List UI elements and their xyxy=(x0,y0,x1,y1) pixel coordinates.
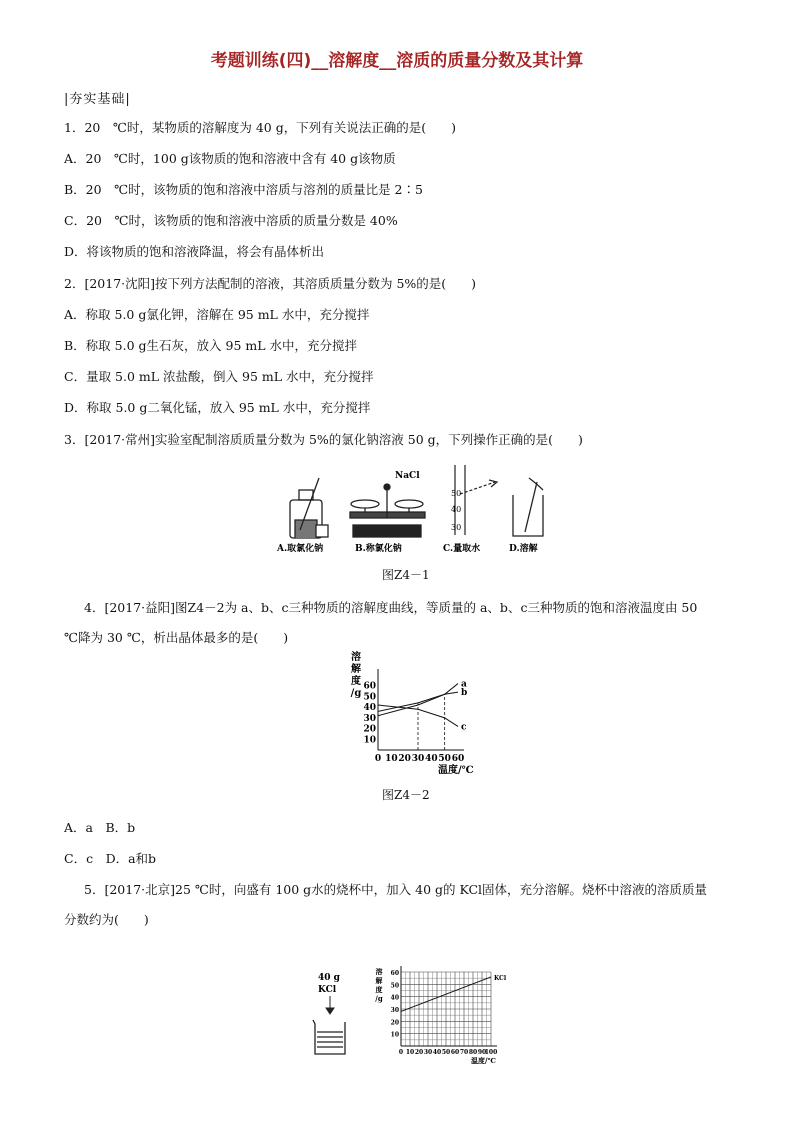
fig-label-a: A.取氯化钠 xyxy=(277,544,324,554)
question-4-stem-line-1: 4．[2017·益阳]图Z4－2为 a、b、c三种物质的溶解度曲线，等质量的 a、b、c三种物质的饱和溶液温度由 50 xyxy=(84,600,698,615)
series-label-b: b xyxy=(461,688,468,699)
fig-label-c: C.量取水 xyxy=(443,544,481,554)
series-label-c: c xyxy=(461,722,467,733)
x-tick-label: 30 xyxy=(411,754,425,764)
y-axis-label: /g xyxy=(375,994,383,1003)
series-label-kcl: KCl xyxy=(494,974,507,982)
y-axis-label: 溶 xyxy=(375,967,383,976)
x-tick-label: 100 xyxy=(484,1049,498,1056)
cylinder-tick-30: 30 xyxy=(451,523,462,532)
y-tick-label: 40 xyxy=(390,994,399,1002)
water-beaker-icon xyxy=(313,1020,345,1054)
question-1-option-c: C．20 ℃时，该物质的饱和溶液中溶质的质量分数是 40% xyxy=(64,213,398,228)
graduated-cylinder-icon xyxy=(455,465,497,535)
question-4-stem-line-2: ℃降为 30 ℃，析出晶体最多的是( ) xyxy=(64,630,289,645)
down-arrow-icon xyxy=(326,996,334,1014)
series-line-a xyxy=(378,684,458,716)
section-heading: |夯实基础| xyxy=(64,92,131,107)
page-title: 考题训练(四)__溶解度__溶质的质量分数及其计算 xyxy=(210,51,584,71)
y-axis-label: /g xyxy=(350,688,362,699)
x-tick-label: 50 xyxy=(438,754,451,764)
y-tick-label: 60 xyxy=(363,681,376,692)
question-2-option-d: D．称取 5.0 g二氧化锰，放入 95 mL 水中，充分搅拌 xyxy=(64,400,371,415)
x-tick-label: 20 xyxy=(414,1049,424,1056)
beaker-mass-label: 40 g xyxy=(318,973,340,983)
question-4-options-ab: A．a B．b xyxy=(64,820,136,835)
x-tick-label: 80 xyxy=(468,1049,478,1056)
x-axis-label: 温度/℃ xyxy=(438,765,474,776)
x-tick-label: 40 xyxy=(432,1049,442,1056)
fig-label-d: D.溶解 xyxy=(509,544,538,554)
x-tick-label: 30 xyxy=(423,1049,433,1056)
kcl-solubility-chart xyxy=(368,964,518,1064)
figure-z4-1 xyxy=(275,460,565,555)
beaker-stirring-icon xyxy=(513,478,543,536)
y-tick-label: 10 xyxy=(363,735,376,746)
y-tick-label: 30 xyxy=(363,713,376,724)
x-tick-label: 60 xyxy=(451,754,465,764)
y-tick-label: 50 xyxy=(363,692,376,703)
nacl-label: NaCl xyxy=(395,471,420,481)
x-tick-label: 60 xyxy=(450,1049,460,1056)
series-label-a: a xyxy=(461,679,467,690)
y-tick-label: 10 xyxy=(390,1031,399,1039)
x-tick-label: 10 xyxy=(405,1049,415,1056)
x-tick-label: 20 xyxy=(398,754,411,764)
question-5-stem-line-1: 5．[2017·北京]25 ℃时，向盛有 100 g水的烧杯中，加入 40 g的 KCl固体，充分溶解。烧杯中溶液的溶质质量 xyxy=(84,882,708,897)
question-1-stem: 1．20 ℃时，某物质的溶解度为 40 g，下列有关说法正确的是( ) xyxy=(64,120,456,135)
y-axis-label: 解 xyxy=(351,664,361,675)
cylinder-tick-40: 40 xyxy=(451,505,462,514)
kcl-beaker-figure xyxy=(300,966,360,1061)
question-2-option-a: A．称取 5.0 g氯化钾，溶解在 95 mL 水中，充分搅拌 xyxy=(64,307,370,322)
fig-label-b: B.称氯化钠 xyxy=(355,544,402,554)
x-axis-label: 温度/℃ xyxy=(471,1056,496,1064)
y-axis-label: 度 xyxy=(375,985,383,994)
question-1-option-b: B．20 ℃时，该物质的饱和溶液中溶质与溶剂的质量比是 2∶5 xyxy=(64,182,423,197)
x-tick-label: 90 xyxy=(477,1049,487,1056)
question-1-option-d: D．将该物质的饱和溶液降温，将会有晶体析出 xyxy=(64,244,325,259)
y-tick-label: 60 xyxy=(390,970,399,977)
x-tick-label: 10 xyxy=(385,754,398,764)
question-2-option-c: C．量取 5.0 mL 浓盐酸，倒入 95 mL 水中，充分搅拌 xyxy=(64,369,374,384)
cylinder-tick-50: 50 xyxy=(451,489,462,498)
x-tick-label: 40 xyxy=(425,754,438,764)
y-tick-label: 20 xyxy=(390,1019,399,1027)
reagent-bottle-icon xyxy=(290,478,328,538)
question-5-stem-line-2: 分数约为( ) xyxy=(64,912,149,927)
x-tick-label: 70 xyxy=(459,1049,469,1056)
y-axis-label: 度 xyxy=(351,676,361,687)
balance-icon xyxy=(350,484,425,537)
x-tick-label: 0 xyxy=(398,1049,404,1056)
x-tick-label: 0 xyxy=(374,754,382,764)
y-tick-label: 40 xyxy=(363,703,376,714)
y-axis-label: 溶 xyxy=(351,652,361,663)
question-4-options-cd: C．c D．a和b xyxy=(64,851,157,866)
question-3-stem: 3．[2017·常州]实验室配制溶质质量分数为 5%的氯化钠溶液 50 g，下列操作正确的是( ) xyxy=(64,432,583,447)
beaker-kcl-label: KCl xyxy=(318,985,337,995)
y-tick-label: 20 xyxy=(363,724,376,735)
solubility-chart-abc xyxy=(345,650,485,778)
question-2-stem: 2．[2017·沈阳]按下列方法配制的溶液，其溶质质量分数为 5%的是( ) xyxy=(64,276,477,291)
question-2-option-b: B．称取 5.0 g生石灰，放入 95 mL 水中，充分搅拌 xyxy=(64,338,357,353)
y-tick-label: 50 xyxy=(390,982,399,990)
y-tick-label: 30 xyxy=(390,1007,399,1014)
y-axis-label: 解 xyxy=(375,976,383,985)
figure-z4-2-caption: 图Z4－2 xyxy=(382,788,430,802)
question-1-option-a: A．20 ℃时，100 g该物质的饱和溶液中含有 40 g该物质 xyxy=(64,151,396,166)
x-tick-label: 50 xyxy=(441,1049,451,1056)
figure-z4-1-caption: 图Z4－1 xyxy=(382,568,430,582)
